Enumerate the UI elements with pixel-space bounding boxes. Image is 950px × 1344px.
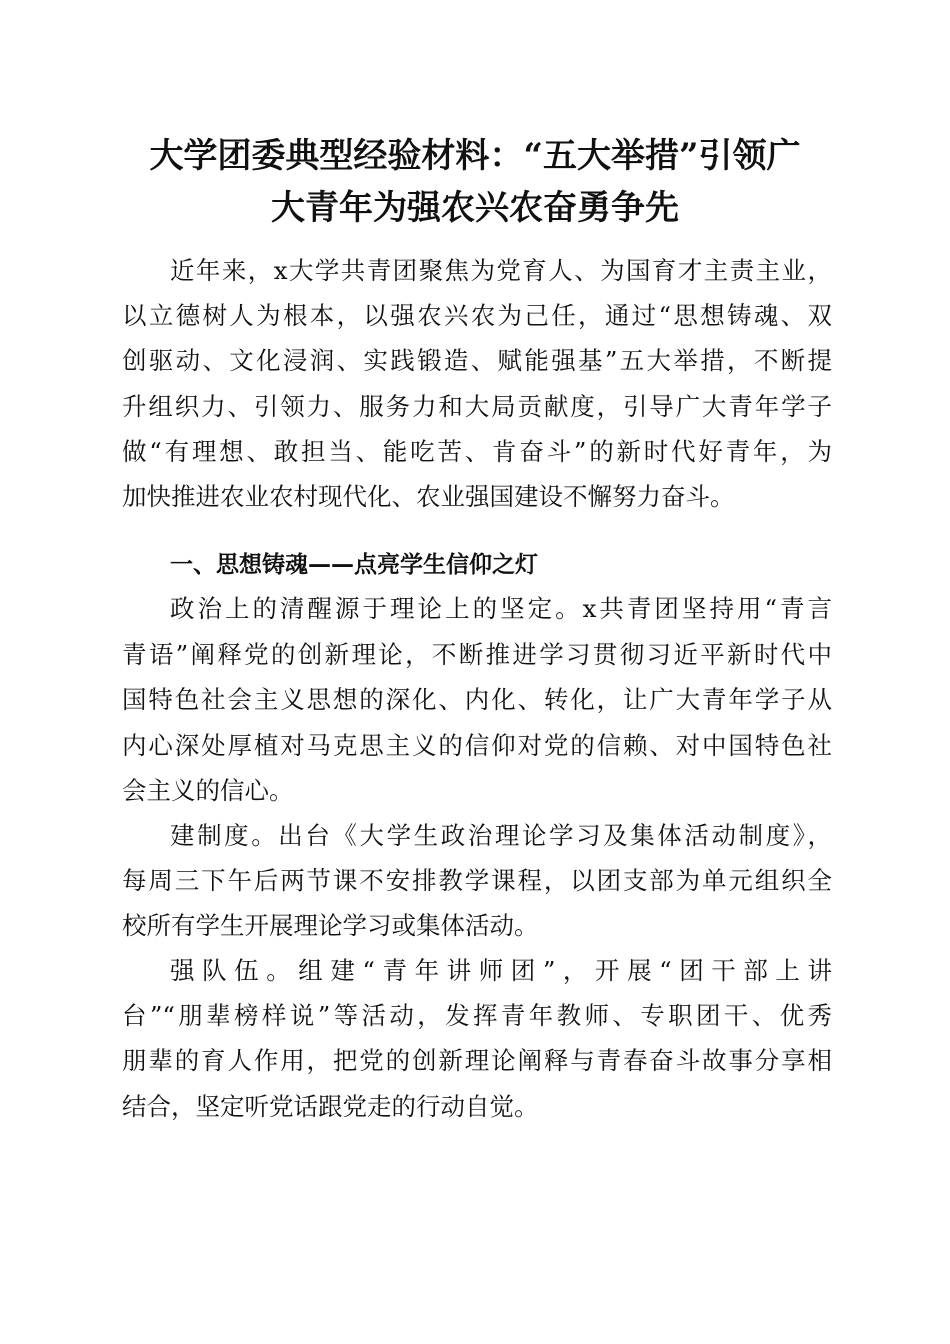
intro-line: 加快推进农业农村现代化、农业强国建设不懈努力奋斗。 (122, 482, 735, 511)
intro-line: 以立德树人为根本，以强农兴农为己任，通过“思想铸魂、双 (122, 301, 832, 330)
paragraph-line: 青语”阐释党的创新理论，不断推进学习贯彻习近平新时代中 (122, 640, 832, 669)
document-title-line-1: 大学团委典型经验材料：“五大举措”引领广 (149, 136, 801, 176)
paragraph-line: 校所有学生开展理论学习或集体活动。 (122, 911, 539, 940)
paragraph-line: 结合，坚定听党话跟党走的行动自觉。 (122, 1092, 539, 1121)
paragraph-line: 每周三下午后两节课不安排教学课程，以团支部为单元组织全 (122, 866, 832, 895)
intro-line: 近年来，x大学共青团聚焦为党育人、为国育才主责主业， (170, 256, 832, 285)
paragraph-line: 朋辈的育人作用，把党的创新理论阐释与青春奋斗故事分享相 (122, 1046, 832, 1075)
paragraph-line: 内心深处厚植对马克思主义的信仰对党的信赖、对中国特色社 (122, 731, 832, 760)
paragraph-line: 国特色社会主义思想的深化、内化、转化，让广大青年学子从 (122, 685, 832, 714)
paragraph-line: 政治上的清醒源于理论上的坚定。x共青团坚持用“青言 (170, 594, 832, 623)
paragraph-line: 强队伍。组建“青年讲师团”，开展“团干部上讲 (170, 956, 832, 985)
intro-line: 升组织力、引领力、服务力和大局贡献度，引导广大青年学子 (122, 392, 832, 421)
intro-line: 做“有理想、敢担当、能吃苦、肯奋斗”的新时代好青年，为 (122, 437, 832, 466)
paragraph-line: 台”“朋辈榜样说”等活动，发挥青年教师、专职团干、优秀 (122, 1001, 832, 1030)
paragraph-line: 建制度。出台《大学生政治理论学习及集体活动制度》， (170, 821, 832, 850)
intro-line: 创驱动、文化浸润、实践锻造、赋能强基”五大举措，不断提 (122, 346, 832, 375)
document-title-line-2: 大青年为强农兴农奋勇争先 (271, 188, 679, 228)
paragraph-line: 会主义的信心。 (122, 776, 294, 805)
section-heading: 一、思想铸魂——点亮学生信仰之灯 (170, 552, 538, 578)
